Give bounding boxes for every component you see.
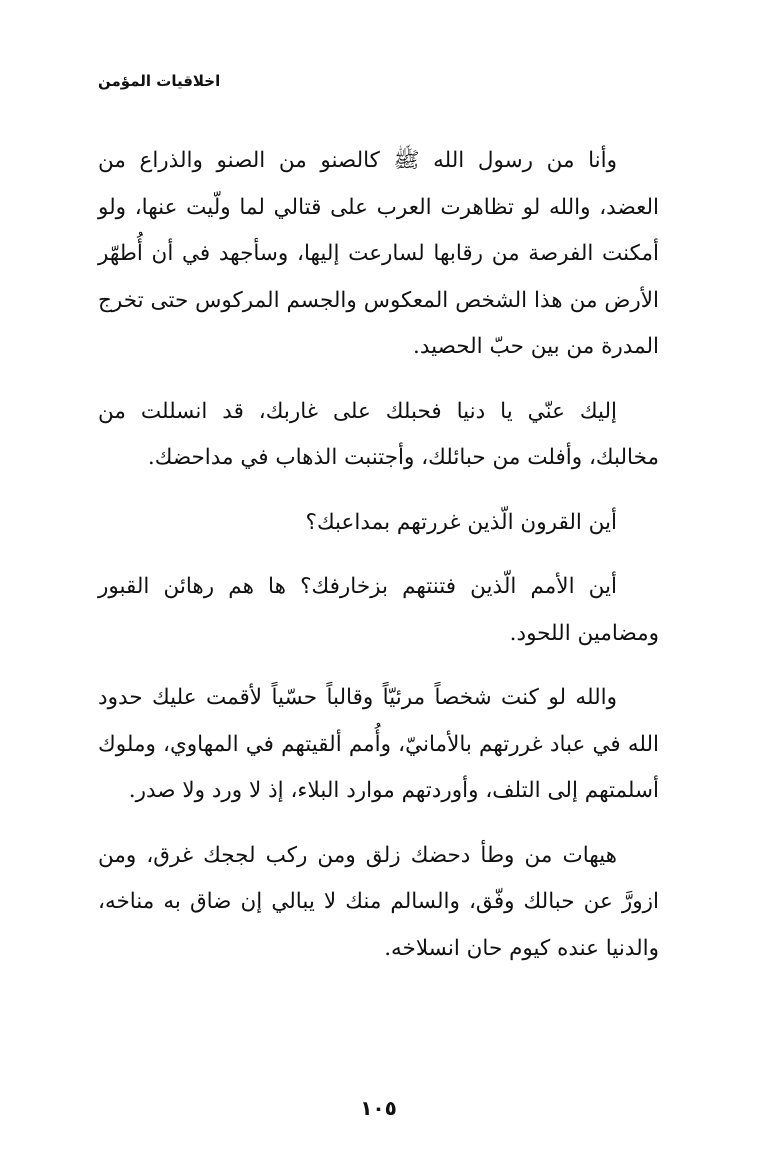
paragraph-4: أين الأمم الّذين فتنتهم بزخارفك؟ ها هم رهائن القبور ومضامين اللحود.	[98, 574, 659, 646]
paragraph-2: إليك عنّي يا دنيا فحبلك على غاربك، قد انسللت من مخالبك، وأفلت من حبائلك، وأجتنبت الذهاب في مداحضك.	[98, 398, 659, 470]
running-header	[0, 72, 757, 90]
paragraph-6: هيهات من وطأ دحضك زلق ومن ركب لججك غرق، ومن ازورَّ عن حبالك وفّق، والسالم منك لا يبالي إن ضاق به مناخه، والدنيا عنده كيوم حان انسلاخه.	[98, 842, 659, 961]
body-text	[98, 138, 659, 990]
paragraph-5: والله لو كنت شخصاً مرئيّاً وقالباً حسّياً لأقمت عليك حدود الله في عباد غررتهم بالأمانيّ، وأُمم ألقيتهم في المهاوي، وملوك أسلمتهم إلى التلف، وأوردتهم موارد البلاء، إذ لا ورد ولا صدر.	[98, 685, 659, 803]
running-header-title: اخلاقيات المؤمن	[98, 72, 221, 90]
page-number: ١٠٥	[360, 1096, 397, 1120]
paragraph-1: وأنا من رسول الله ﷺ كالصنو من الصنو والذراع من العضد، والله لو تظاهرت العرب على قتالي لما ولّيت عنها، ولو أمكنت الفرصة من رقابها لسارعت إليها، وسأجهد في أن أُطهّر الأرض من هذا الشخص المعكوس والجسم المركوس حتى تخرج المدرة من بين حبّ الحصيد.	[98, 148, 659, 359]
paragraph-3: أين القرون الّذين غررتهم بمداعبك؟	[305, 509, 617, 535]
